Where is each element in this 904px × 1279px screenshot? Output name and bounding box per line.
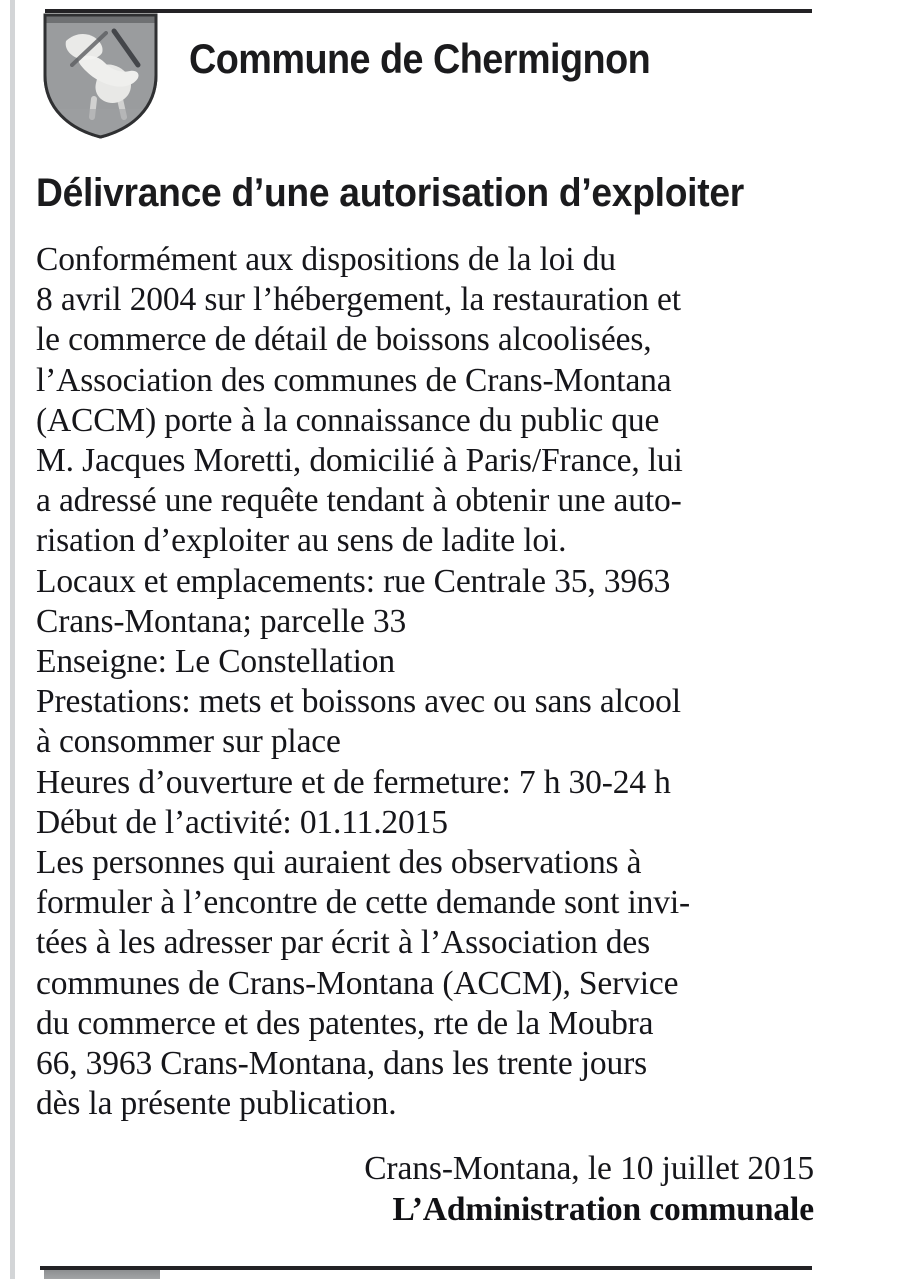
body-line: Début de l’activité: 01.11.2015 — [36, 803, 448, 841]
column-separator-rule — [10, 0, 15, 1279]
body-line: Les personnes qui auraient des observations à — [36, 844, 642, 882]
next-notice-crest-stub — [44, 1270, 160, 1279]
body-line: Prestations: mets et boissons avec ou sans alcool — [36, 683, 681, 721]
signature-place-date: Crans-Montana, le 10 juillet 2015 — [364, 1150, 814, 1187]
body-line: à consommer sur place — [36, 723, 341, 761]
body-line: l’Association des communes de Crans-Montana — [36, 361, 672, 399]
body-line: tées à les adresser par écrit à l’Association des — [36, 924, 651, 962]
body-line: le commerce de détail de boissons alcoolisées, — [36, 321, 652, 359]
body-line: M. Jacques Moretti, domicilié à Paris/France, lui — [36, 442, 683, 480]
body-line: Crans-Montana; parcelle 33 — [36, 602, 407, 640]
body-line: Enseigne: Le Constellation — [36, 643, 395, 681]
notice-body — [36, 240, 836, 1124]
signature-authority: L’Administration communale — [392, 1191, 814, 1228]
body-line: communes de Crans-Montana (ACCM), Service — [36, 964, 679, 1002]
signature-block — [36, 1148, 814, 1230]
coat-of-arms-shield-icon — [42, 13, 159, 139]
commune-name: Commune de Chermignon — [189, 35, 651, 82]
body-line: risation d’exploiter au sens de ladite loi. — [36, 522, 567, 560]
body-line: Heures d’ouverture et de fermeture: 7 h 30-24 h — [36, 763, 671, 801]
body-line: formuler à l’encontre de cette demande sont invi- — [36, 884, 690, 922]
body-line: dès la présente publication. — [36, 1085, 397, 1123]
masthead — [0, 0, 904, 150]
body-line: 66, 3963 Crans-Montana, dans les trente jours — [36, 1045, 648, 1083]
body-line: (ACCM) porte à la connaissance du public que — [36, 401, 660, 439]
body-line: a adressé une requête tendant à obtenir une auto- — [36, 482, 682, 520]
notice-title: Délivrance d’une autorisation d’exploiter — [36, 171, 744, 215]
body-line: Conformément aux dispositions de la loi du — [36, 241, 616, 278]
body-line: 8 avril 2004 sur l’hébergement, la restauration et — [36, 281, 681, 319]
body-line: du commerce et des patentes, rte de la Moubra — [36, 1004, 654, 1042]
body-line: Locaux et emplacements: rue Centrale 35, 3963 — [36, 562, 671, 600]
